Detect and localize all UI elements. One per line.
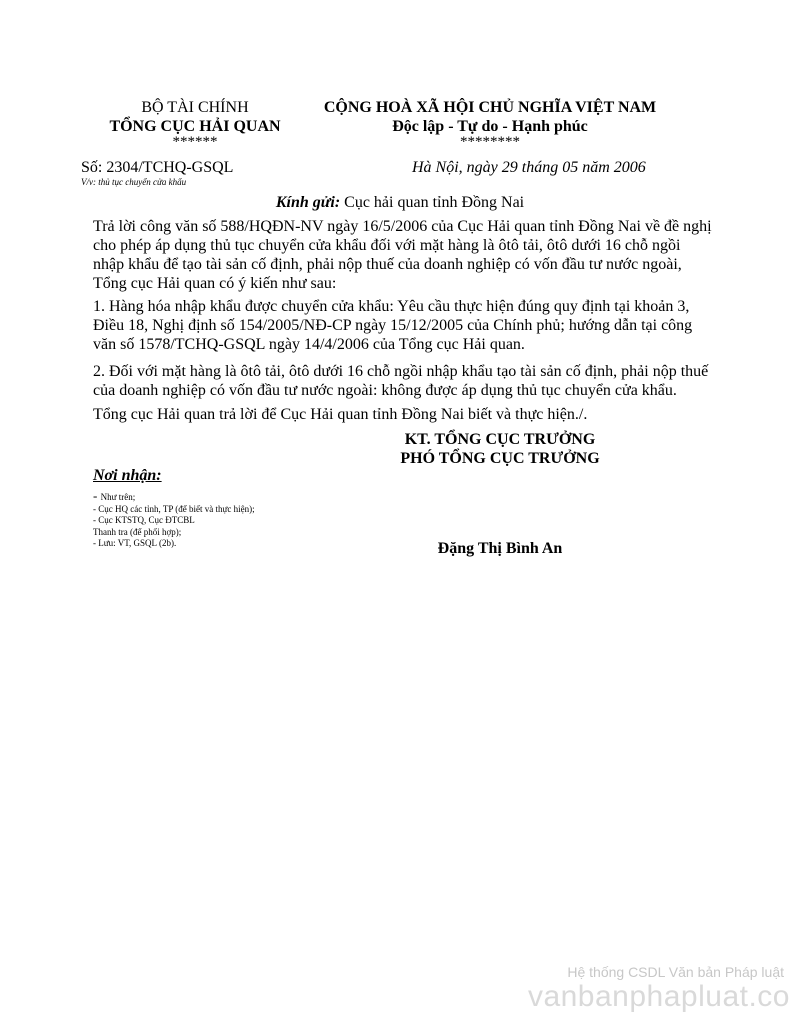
- signer-title-2: PHÓ TỔNG CỤC TRƯỞNG: [400, 450, 600, 467]
- recipients-item-0: - Như trên;: [93, 488, 136, 503]
- document-subject: V/v: thủ tục chuyển cửa khẩu: [81, 177, 187, 187]
- body-paragraph-closing: Tổng cục Hải quan trả lời để Cục Hải quan tỉnh Đồng Nai biết và thực hiện./.: [93, 406, 588, 423]
- watermark-domain: vanbanphapluat.co: [527, 980, 790, 1013]
- recipient-label: Kính gửi:: [275, 194, 341, 211]
- document-number: Số: 2304/TCHQ-GSQL: [81, 159, 234, 176]
- document-date: Hà Nội, ngày 29 tháng 05 năm 2006: [412, 159, 646, 176]
- national-header: [300, 98, 680, 148]
- recipient-line: [0, 194, 800, 212]
- body-paragraph-2: 2. Đối với mặt hàng là ôtô tải, ôtô dưới 16 chỗ ngồi nhập khẩu tạo tài sản cố định, phải nộp thuế của doanh nghiệp có vốn đầu tư nước ngoài: không được áp dụng thủ tục chuyển cửa khẩu.: [93, 363, 709, 399]
- signer-name: Đặng Thị Bình An: [437, 540, 563, 557]
- signer-title-1: KT. TỔNG CỤC TRƯỞNG: [404, 431, 596, 448]
- agency-name: TỔNG CỤC HẢI QUAN: [109, 118, 281, 135]
- recipients-list: [93, 490, 255, 550]
- ministry-name: BỘ TÀI CHÍNH: [141, 99, 249, 116]
- recipients-item-3: Thanh tra (để phối hợp);: [93, 526, 182, 537]
- recipient-name: Cục hải quan tỉnh Đồng Nai: [340, 194, 525, 211]
- header-left-stars: ******: [172, 134, 218, 150]
- issuer-header: [60, 98, 330, 148]
- recipients-item-4: - Lưu: VT, GSQL (2b).: [93, 538, 177, 548]
- signer-titles: [360, 430, 640, 468]
- watermark-caption: Hệ thống CSDL Văn bản Pháp luật: [567, 964, 784, 980]
- recipients-heading: Nơi nhận:: [93, 467, 162, 484]
- recipients-item-2: - Cục KTSTQ, Cục ĐTCBL: [93, 515, 195, 525]
- recipients-item-1: - Cục HQ các tỉnh, TP (để biết và thực hiện);: [93, 503, 255, 514]
- body-paragraph-intro: Trả lời công văn số 588/HQĐN-NV ngày 16/5/2006 của Cục Hải quan tỉnh Đồng Nai về đề nghị cho phép áp dụng thủ tục chuyển cửa khẩu đối với mặt hàng là ôtô tải, ôtô dưới 16 chỗ ngồi nhập khẩu để tạo tài sản cố định, phải nộp thuế của doanh nghiệp có vốn đầu tư nước ngoài, Tổng cục Hải quan có ý kiến như sau:: [93, 218, 712, 292]
- national-motto: Độc lập - Tự do - Hạnh phúc: [392, 118, 588, 135]
- nation-name: CỘNG HOÀ XÃ HỘI CHỦ NGHĨA VIỆT NAM: [323, 99, 657, 116]
- body-paragraph-1: 1. Hàng hóa nhập khẩu được chuyển cửa khẩu: Yêu cầu thực hiện đúng quy định tại khoản 3, Điều 18, Nghị định số 154/2005/NĐ-CP ngày 15/12/2005 của Chính phủ; hướng dẫn tại công văn số 1578/TCHQ-GSQL ngày 14/4/2006 của Tổng cục Hải quan.: [93, 298, 693, 353]
- header-right-stars: ********: [460, 134, 520, 150]
